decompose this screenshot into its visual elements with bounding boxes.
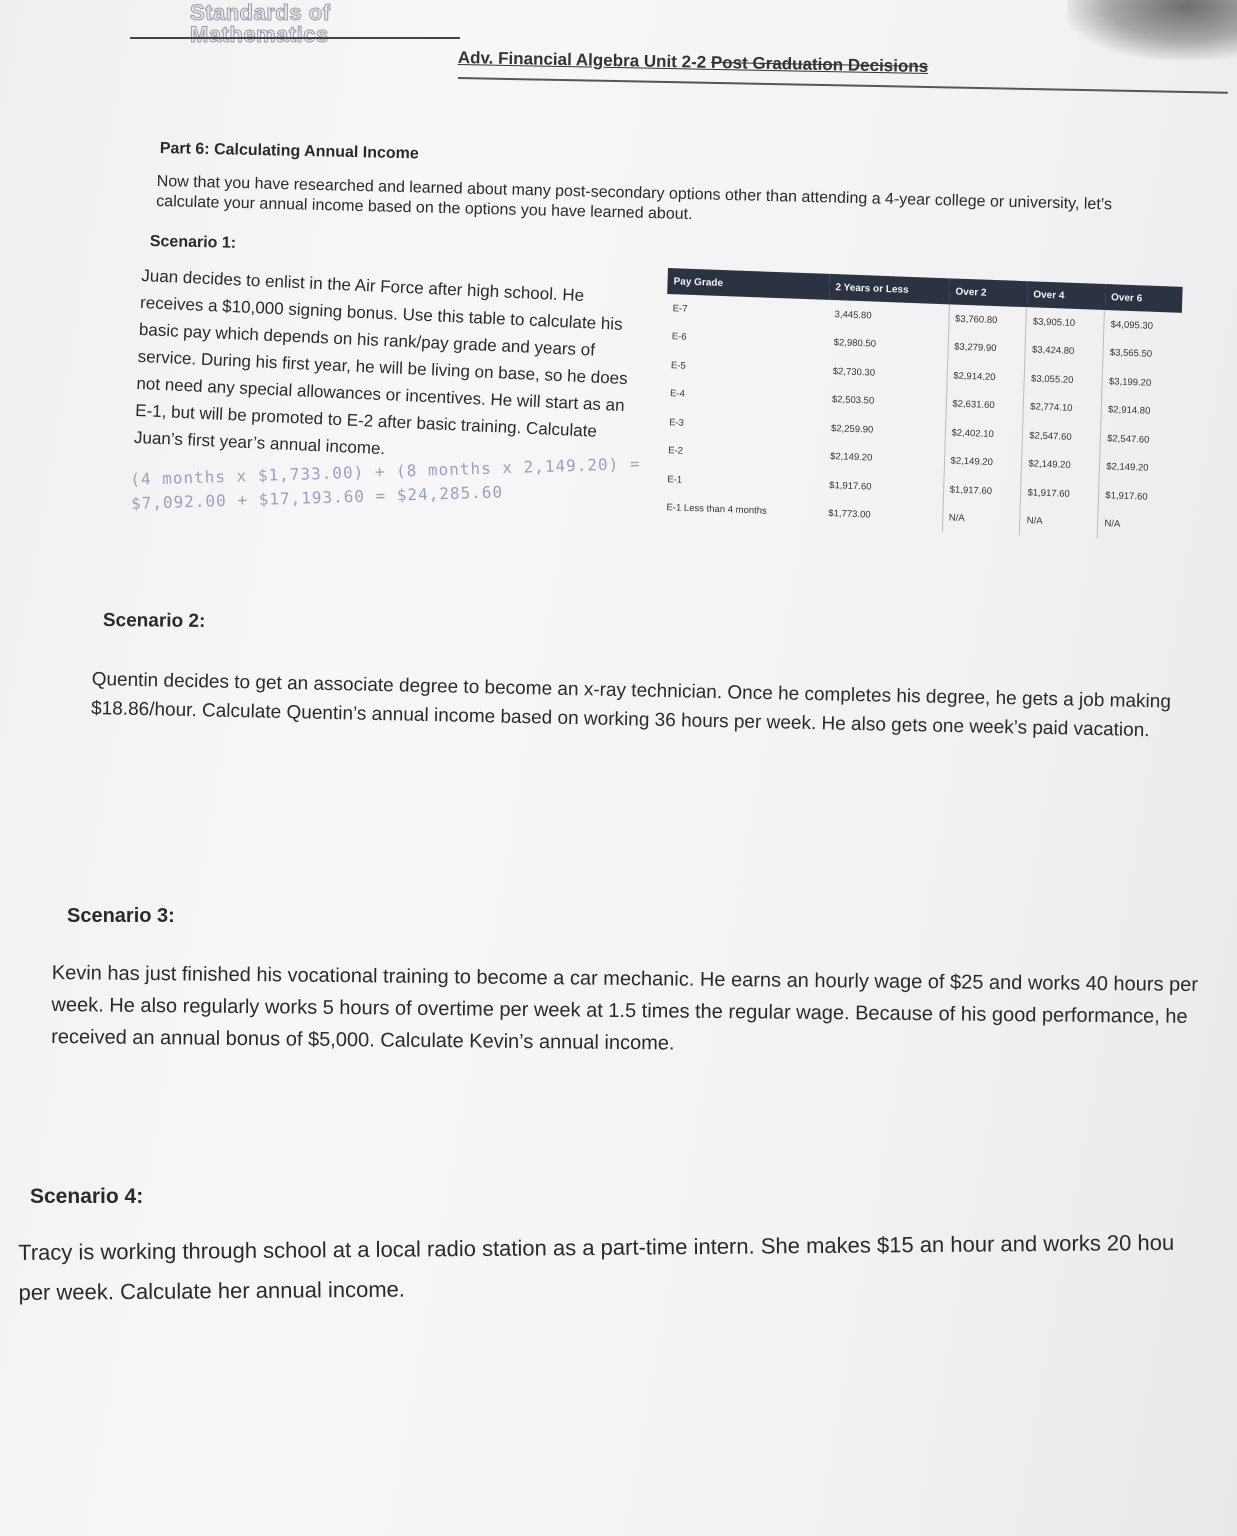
pay-cell: $2,259.90 xyxy=(830,422,874,436)
pay-cell: $3,199.20 xyxy=(1102,367,1180,398)
logo-line-1: Standards of xyxy=(190,0,331,25)
header-cell: Over 4 xyxy=(1027,281,1106,310)
intro-paragraph: Now that you have researched and learned about many post-secondary options other than attending a 4-year college or university, let’s calculate your annual income based on the options you have learned about. xyxy=(156,172,1113,224)
handwritten-line-1: (4 months x $1,733.00) + (8 months x 2,149.20) = xyxy=(130,453,641,489)
part-title: Part 6: Calculating Annual Income xyxy=(159,140,419,163)
scenario-4-line-2: per week. Calculate her annual income. xyxy=(18,1276,406,1305)
pay-cell: $3,279.90 xyxy=(947,333,1026,364)
header-cell: Over 6 xyxy=(1105,284,1183,313)
pay-table xyxy=(660,268,1183,541)
handwritten-answer xyxy=(130,452,642,516)
pay-cell: $3,424.80 xyxy=(1025,336,1104,367)
scenario-1-text: Juan decides to enlist in the Air Force after high school. He receives a $10,000 signing bonus. Use this table to calculate his basic pay which depends on his rank/pay grade and years of service. During his first year, he will be living on base, so he does not need any special allowances or incentives. He will start as an E-1, but will be promoted to E-2 after basic training. Calculate Juan’s first year’s annual income. xyxy=(133,265,629,459)
pay-cell: N/A xyxy=(1098,509,1176,540)
pay-cell: $2,503.50 xyxy=(831,394,875,407)
handwritten-line-2: $7,092.00 + $17,193.60 = $24,285.60 xyxy=(130,482,504,513)
scenario-4-text xyxy=(18,1222,1237,1313)
pay-cell: $2,774.10 xyxy=(1023,393,1102,424)
pay-cell: $1,773.00 xyxy=(828,508,871,521)
header-title-unit: Post Graduation Decisions xyxy=(710,52,929,77)
pay-grade-cell: E-3 xyxy=(668,416,685,429)
pay-cell: N/A xyxy=(942,504,1021,535)
pay-grade-cell: E-5 xyxy=(670,359,686,372)
header-title-course: Adv. Financial Algebra Unit 2-2 xyxy=(457,48,712,72)
pay-cell: $2,914.80 xyxy=(1101,395,1179,426)
logo-line-2: Mathematics xyxy=(190,22,329,47)
pay-cell: $2,547.60 xyxy=(1100,424,1178,455)
logo xyxy=(190,2,330,46)
pay-grade-cell: E-1 Less than 4 months xyxy=(666,502,767,518)
pay-cell: $2,149.20 xyxy=(1022,450,1101,481)
pay-cell: $1,917.60 xyxy=(829,479,872,493)
pay-cell: $2,149.20 xyxy=(1099,452,1177,483)
pay-cell: $2,402.10 xyxy=(945,418,1024,449)
pay-cell: $2,149.20 xyxy=(944,447,1023,478)
pay-cell: $3,055.20 xyxy=(1024,364,1103,395)
scenario-1-title: Scenario 1: xyxy=(149,233,237,252)
pay-cell: $3,905.10 xyxy=(1026,307,1105,338)
pay-grade-cell: E-2 xyxy=(668,445,684,457)
scenario-3-title: Scenario 3: xyxy=(67,905,175,927)
pay-grade-cell: E-1 xyxy=(667,473,683,486)
header-cell: Over 2 xyxy=(949,278,1028,307)
pay-cell: $2,914.20 xyxy=(946,361,1025,392)
pay-cell: $1,917.60 xyxy=(1098,481,1176,512)
pay-cell: 3,445.80 xyxy=(834,308,872,322)
pay-grade-cell: E-6 xyxy=(671,331,687,343)
header-title xyxy=(458,48,929,77)
pay-cell: $2,631.60 xyxy=(945,390,1024,421)
scenario-2-text: Quentin decides to get an associate degree to become an x-ray technician. Once he completes his degree, he gets a job making $18.86/hour. Calculate Quentin’s annual income based on working 36 hours per week. He also gets one week’s paid vacation. xyxy=(90,668,1172,742)
pay-cell: N/A xyxy=(1020,507,1099,538)
pay-cell: $2,149.20 xyxy=(829,451,873,464)
pay-cell: $2,547.60 xyxy=(1022,421,1101,452)
scenario-3-text: Kevin has just finished his vocational training to become a car mechanic. He earns an hourly wage of $25 and works 40 hours per week. He also regularly works 5 hours of overtime per week at 1.5 times the regular wage. Because of his good performance, he received an annual bonus of $5,000. Calculate Kevin’s annual income. xyxy=(51,961,1199,1055)
scenario-4-title: Scenario 4: xyxy=(30,1185,144,1208)
corner-shadow xyxy=(1067,0,1237,60)
pay-cell: $3,760.80 xyxy=(948,304,1027,335)
logo-divider xyxy=(130,37,460,39)
pay-cell: $4,095.30 xyxy=(1104,310,1182,341)
header-divider xyxy=(458,77,1228,94)
pay-grade-cell: E-4 xyxy=(669,388,686,400)
header-cell: Pay Grade xyxy=(667,268,830,300)
pay-cell: $2,730.30 xyxy=(832,365,876,379)
pay-cell: $1,917.60 xyxy=(1021,478,1100,509)
pay-cell: $3,565.50 xyxy=(1103,339,1181,370)
scenario-4-line-1: Tracy is working through school at a local radio station as a part-time intern. She makes $15 an hour and works 20 hou xyxy=(18,1229,1175,1265)
scenario-2-title: Scenario 2: xyxy=(102,610,206,632)
header-cell: 2 Years or Less xyxy=(829,274,950,304)
pay-grade-cell: E-7 xyxy=(672,302,688,315)
pay-cell: $2,980.50 xyxy=(833,337,877,350)
pay-cell: $1,917.60 xyxy=(943,475,1022,506)
